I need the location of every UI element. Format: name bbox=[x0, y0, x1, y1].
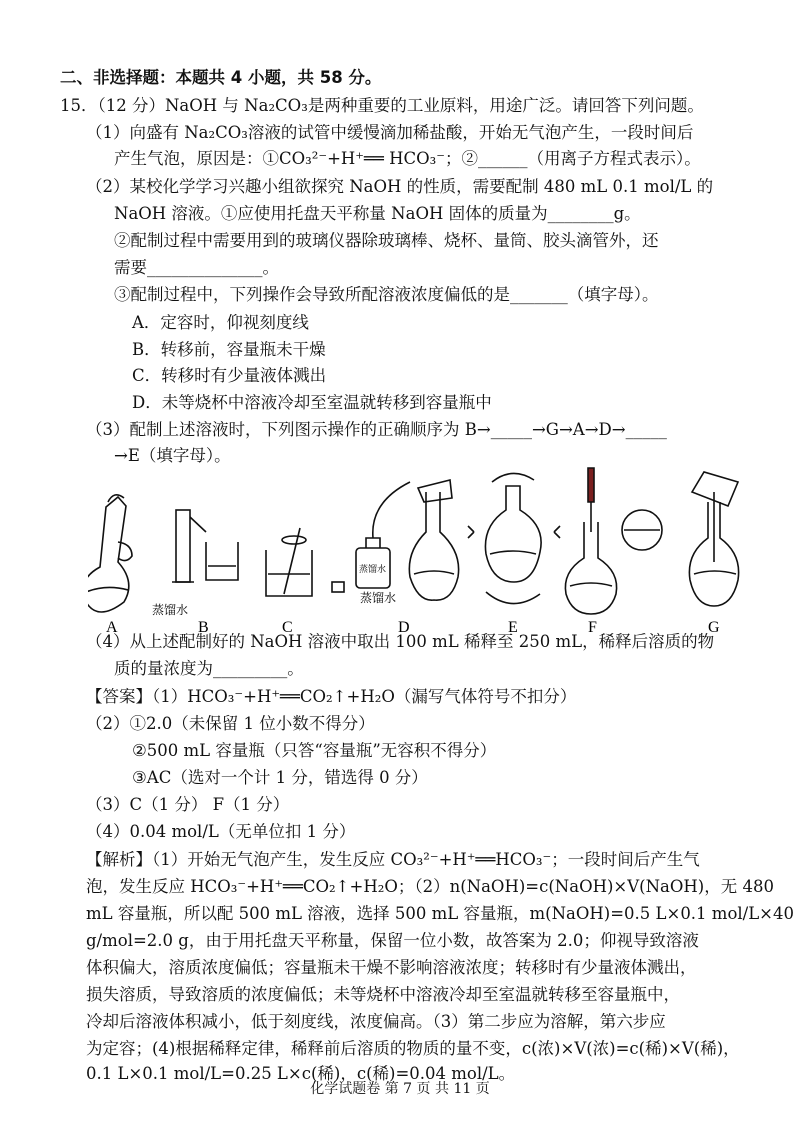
answer-part1: 【答案】（1）HCO₃⁻+H⁺══CO₂↑+H₂O（漏写气体符号不扣分） bbox=[86, 687, 577, 706]
q15-part3-line2: →E（填字母）。 bbox=[114, 446, 231, 465]
apparatus-a-flask bbox=[88, 495, 132, 612]
q15-part2-line1: （2）某校化学学习兴趣小组欲探究 NaOH 的性质，需要配制 480 mL 0.1 mol/L 的 bbox=[86, 177, 714, 196]
question-15-intro: 15．（12 分）NaOH 与 Na₂CO₃是两种重要的工业原料，用途广泛。请回答下列问题。 bbox=[60, 96, 704, 115]
answer-part2-3: ③AC（选对一个计 1 分，错选得 0 分） bbox=[132, 768, 428, 787]
figure-label-b: B bbox=[198, 619, 209, 636]
figure-label-f: F bbox=[588, 619, 597, 636]
answer-part3: （3）C（1 分） F（1 分） bbox=[86, 795, 290, 814]
apparatus-b-cylinder-beaker bbox=[172, 510, 238, 582]
apparatus-d-wash-bottle-flask bbox=[332, 480, 459, 600]
option-b: B．转移前，容量瓶未干燥 bbox=[132, 340, 326, 359]
answer-part2-1: （2）①2.0（未保留 1 位小数不得分） bbox=[86, 714, 375, 733]
analysis-line: 冷却后溶液体积减小，低于刻度线，浓度偏高。（3）第二步应为溶解，第六步应 bbox=[86, 1012, 666, 1031]
distilled-water-label-b: 蒸馏水 bbox=[152, 603, 189, 617]
apparatus-f-dropper-flask bbox=[565, 468, 662, 614]
answer-part2-2: ②500 mL 容量瓶（只答“容量瓶”无容积不得分） bbox=[132, 741, 497, 760]
distilled-water-label-d: 蒸馏水 bbox=[360, 591, 397, 605]
analysis-line: 0.1 L×0.1 mol/L=0.25 L×c(稀)，c(稀)=0.04 mol/L。 bbox=[86, 1064, 516, 1083]
figure-label-e: E bbox=[508, 619, 518, 636]
figure-label-a: A bbox=[106, 619, 118, 636]
figure-label-c: C bbox=[282, 619, 293, 636]
q15-part4-line1: （4）从上述配制好的 NaOH 溶液中取出 100 mL 稀释至 250 mL，稀释后溶质的物 bbox=[86, 632, 715, 651]
section-title: 二、非选择题：本题共 4 小题，共 58 分。 bbox=[60, 68, 382, 87]
q15-part3-line1: （3）配制上述溶液时，下列图示操作的正确顺序为 B→_____→G→A→D→_____ bbox=[86, 420, 667, 439]
analysis-line: 损失溶质，导致溶质的浓度偏低；未等烧杯中溶液冷却至室温就转移至容量瓶中， bbox=[86, 985, 680, 1004]
option-c: C．转移时有少量液体溅出 bbox=[132, 366, 327, 385]
page-footer: 化学试题卷 第 7 页 共 11 页 bbox=[310, 1081, 490, 1097]
q15-part2-line2: NaOH 溶液。①应使用托盘天平称量 NaOH 固体的质量为________g。 bbox=[114, 204, 641, 223]
apparatus-e-inverted-flask bbox=[468, 473, 560, 603]
wash-bottle-label: 蒸馏水 bbox=[359, 565, 387, 575]
option-a: A．定容时，仰视刻度线 bbox=[132, 313, 309, 332]
figure-label-d: D bbox=[398, 619, 410, 636]
analysis-line: g/mol=2.0 g，由于用托盘天平称量，保留一位小数，故答案为 2.0；仰视导致溶液 bbox=[86, 931, 699, 950]
q15-part2-line3: ②配制过程中需要用到的玻璃仪器除玻璃棒、烧杯、量筒、胶头滴管外，还 bbox=[114, 231, 659, 250]
q15-part1-line1: （1）向盛有 Na₂CO₃溶液的试管中缓慢滴加稀盐酸，开始无气泡产生，一段时间后 bbox=[86, 123, 694, 142]
answer-part4: （4）0.04 mol/L（无单位扣 1 分） bbox=[86, 822, 356, 841]
apparatus-c-beaker-rod bbox=[266, 528, 312, 596]
apparatus-g-pouring-flask bbox=[689, 472, 738, 606]
option-d: D．未等烧杯中溶液冷却至室温就转移到容量瓶中 bbox=[132, 393, 492, 412]
analysis-line: mL 容量瓶，所以配 500 mL 溶液，选择 500 mL 容量瓶，m(NaOH)=0.5 L×0.1 mol/L×40 bbox=[86, 904, 794, 923]
figure-label-g: G bbox=[708, 619, 720, 636]
analysis-line: 体积偏大，溶质浓度偏低；容量瓶未干燥不影响溶液浓度；转移时有少量液体溅出， bbox=[86, 958, 697, 977]
analysis-line: 为定容；(4)根据稀释定律，稀释前后溶质的物质的量不变，c(浓)×V(浓)=c(稀)×V(稀)， bbox=[86, 1039, 740, 1058]
apparatus-figure bbox=[88, 462, 768, 637]
q15-part2-line4: 需要______________。 bbox=[114, 258, 279, 277]
analysis-line: 泡，发生反应 HCO₃⁻+H⁺══CO₂↑+H₂O；（2）n(NaOH)=c(NaOH)×V(NaOH)，无 480 bbox=[86, 877, 774, 896]
q15-part4-line2: 质的量浓度为_________。 bbox=[114, 659, 304, 678]
q15-part2-line5: ③配制过程中，下列操作会导致所配溶液浓度偏低的是_______（填字母）。 bbox=[114, 285, 659, 304]
analysis-line: 【解析】（1）开始无气泡产生，发生反应 CO₃²⁻+H⁺══HCO₃⁻；一段时间后产生气 bbox=[86, 850, 700, 869]
q15-part1-line2: 产生气泡，原因是：①CO₃²⁻+H⁺══ HCO₃⁻；②______（用离子方程式表示）。 bbox=[114, 149, 701, 168]
